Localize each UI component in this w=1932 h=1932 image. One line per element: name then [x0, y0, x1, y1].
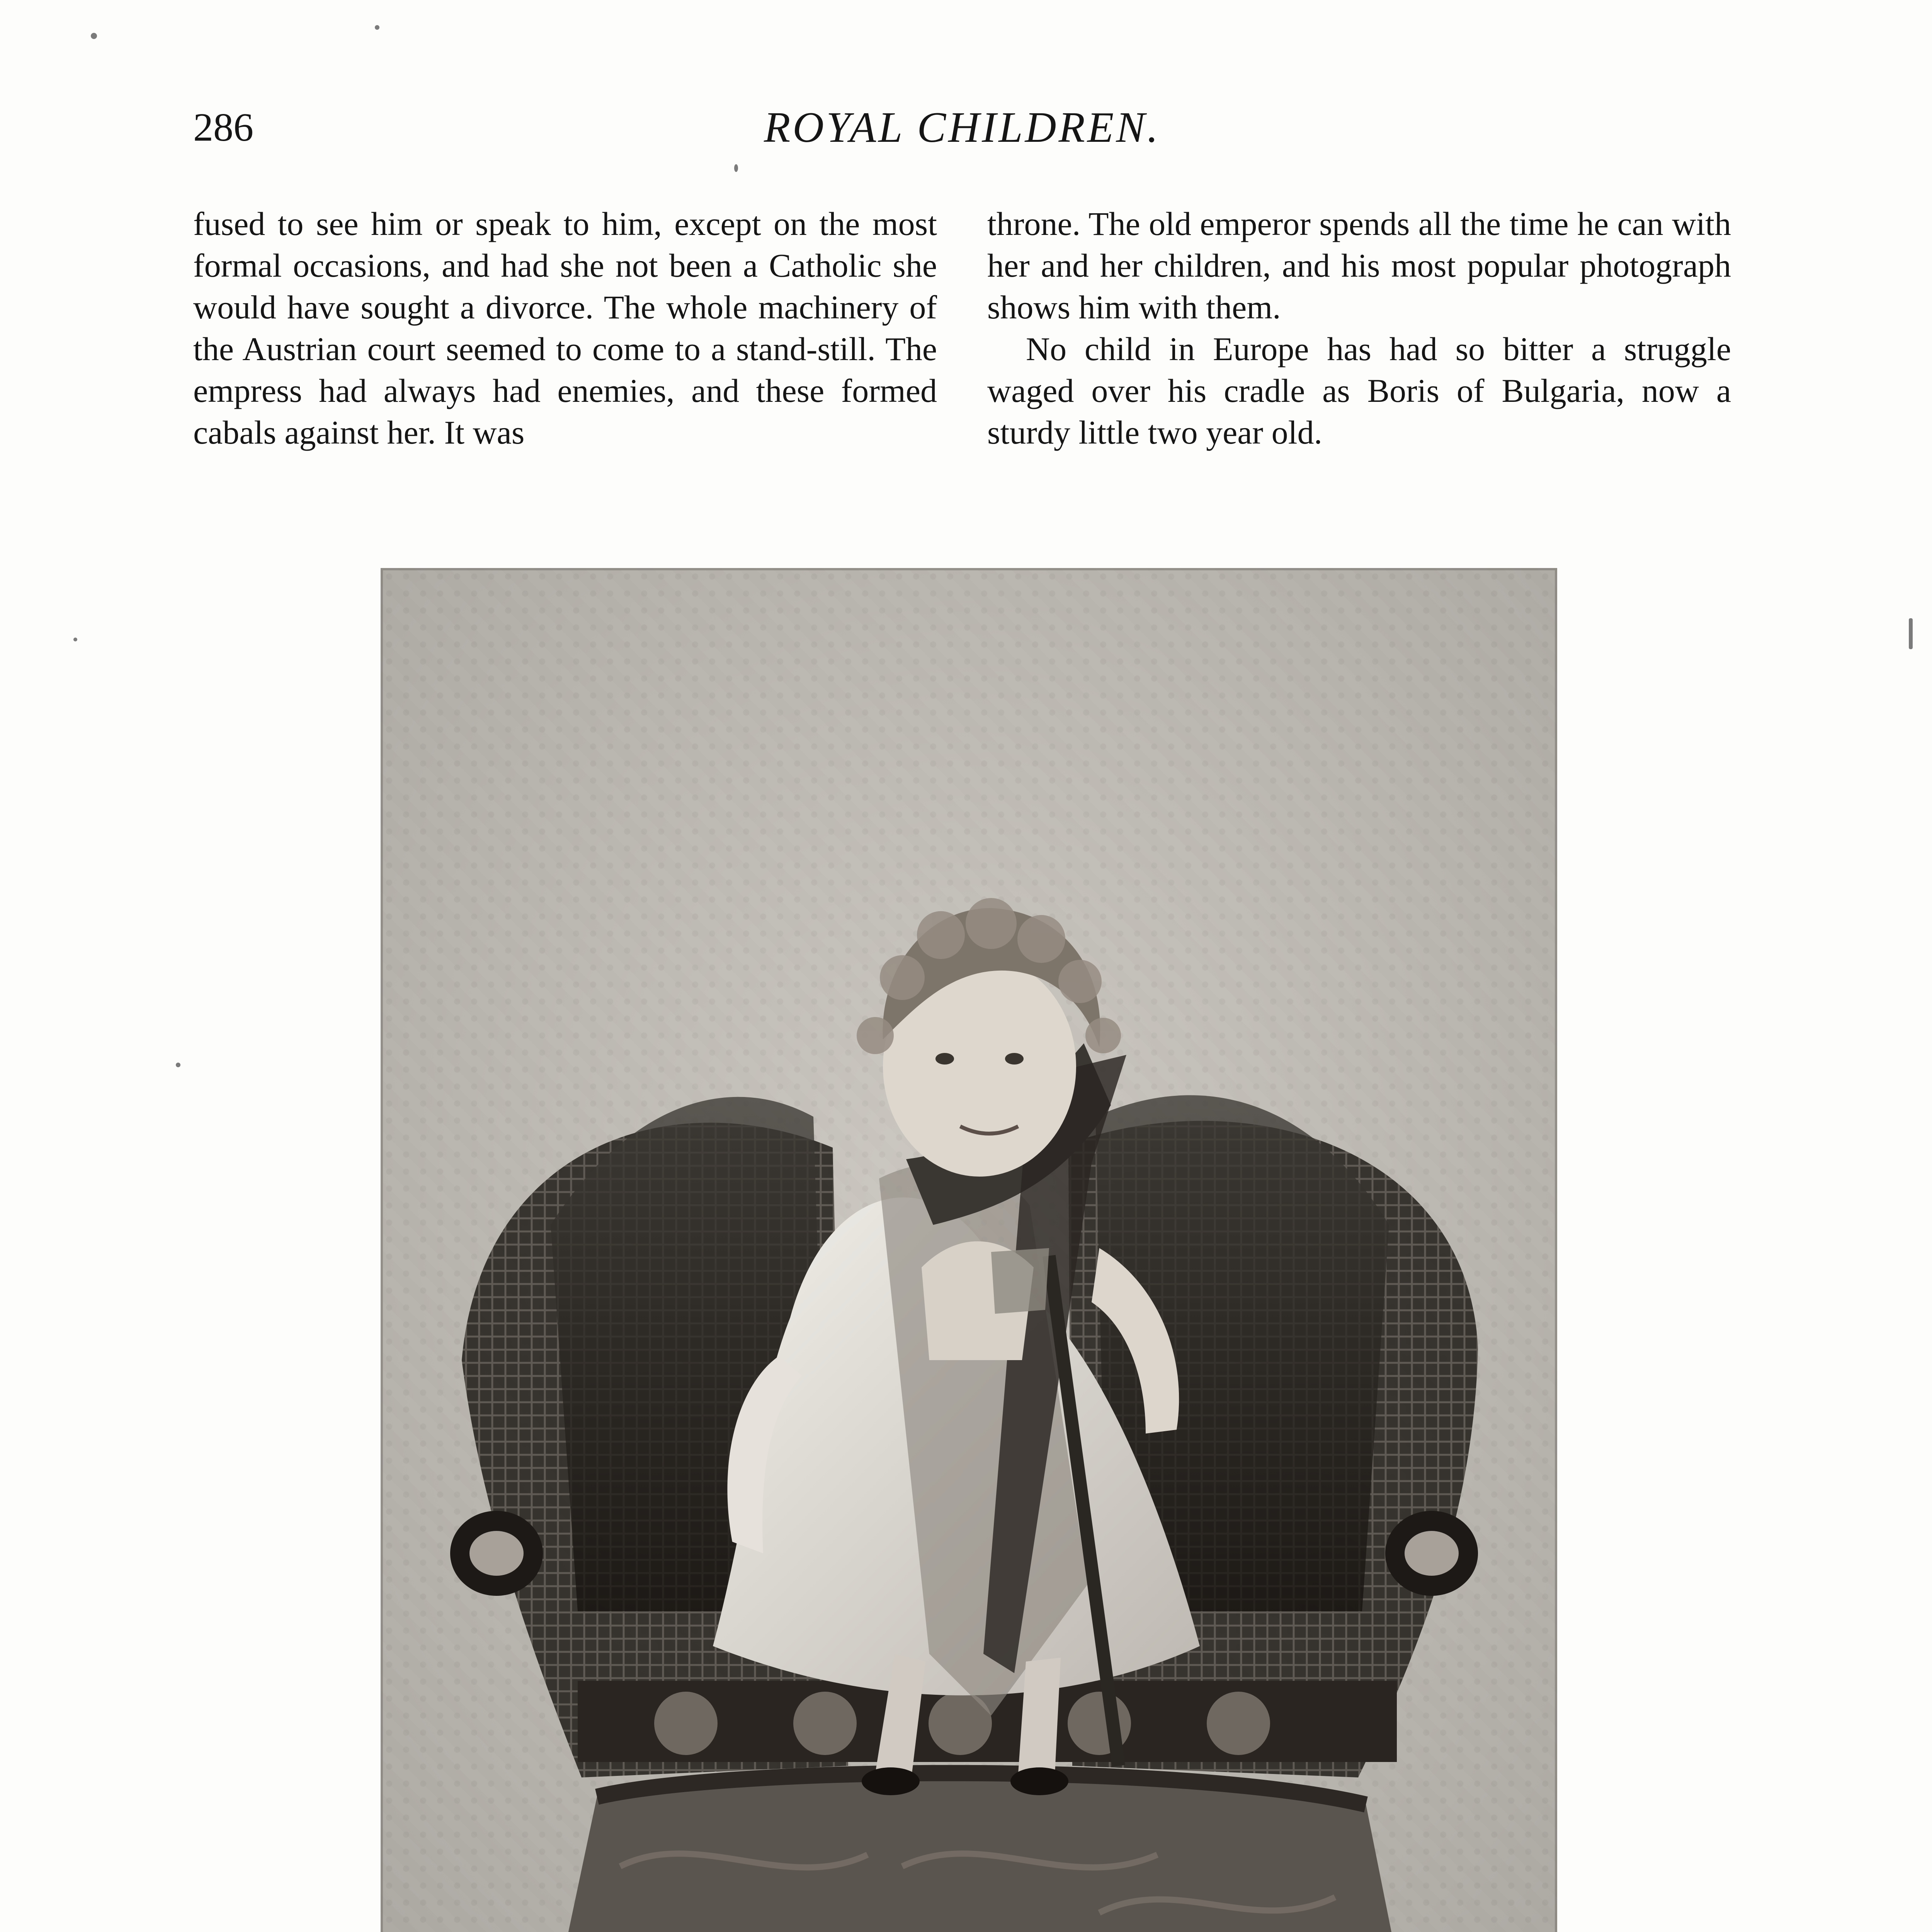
running-head: [193, 97, 1731, 158]
prince-portrait-photo: [381, 568, 1557, 1932]
text-column-top-left: [193, 203, 937, 453]
ink-speck: [734, 164, 738, 172]
ink-speck: [73, 638, 77, 641]
ink-speck: [91, 33, 97, 39]
paragraph-top-left: fused to see him or speak to him, except on the most formal occasions, and had she not been a Catholic she would have sought a divorce. The whole machinery of the Austrian court seemed to come to a stand-still. The empress had always had enemies, and these formed cabals against her. It was: [193, 205, 937, 451]
ink-speck: [1909, 618, 1913, 649]
child-on-wicker-chair-illustration: [381, 568, 1557, 1932]
running-title: ROYAL CHILDREN.: [764, 104, 1161, 151]
page-number: 286: [193, 105, 253, 150]
paragraph-top-right-1: throne. The old emperor spends all the time he can with her and her children, and his most popular photograph shows him with them.: [987, 205, 1731, 326]
paragraph-top-right-2: No child in Europe has had so bitter a struggle waged over his cradle as Boris of Bulgaria, now a sturdy little two year old.: [987, 330, 1731, 451]
ink-speck: [375, 25, 379, 30]
text-column-top-right: [987, 203, 1731, 453]
ink-speck: [176, 1063, 180, 1067]
